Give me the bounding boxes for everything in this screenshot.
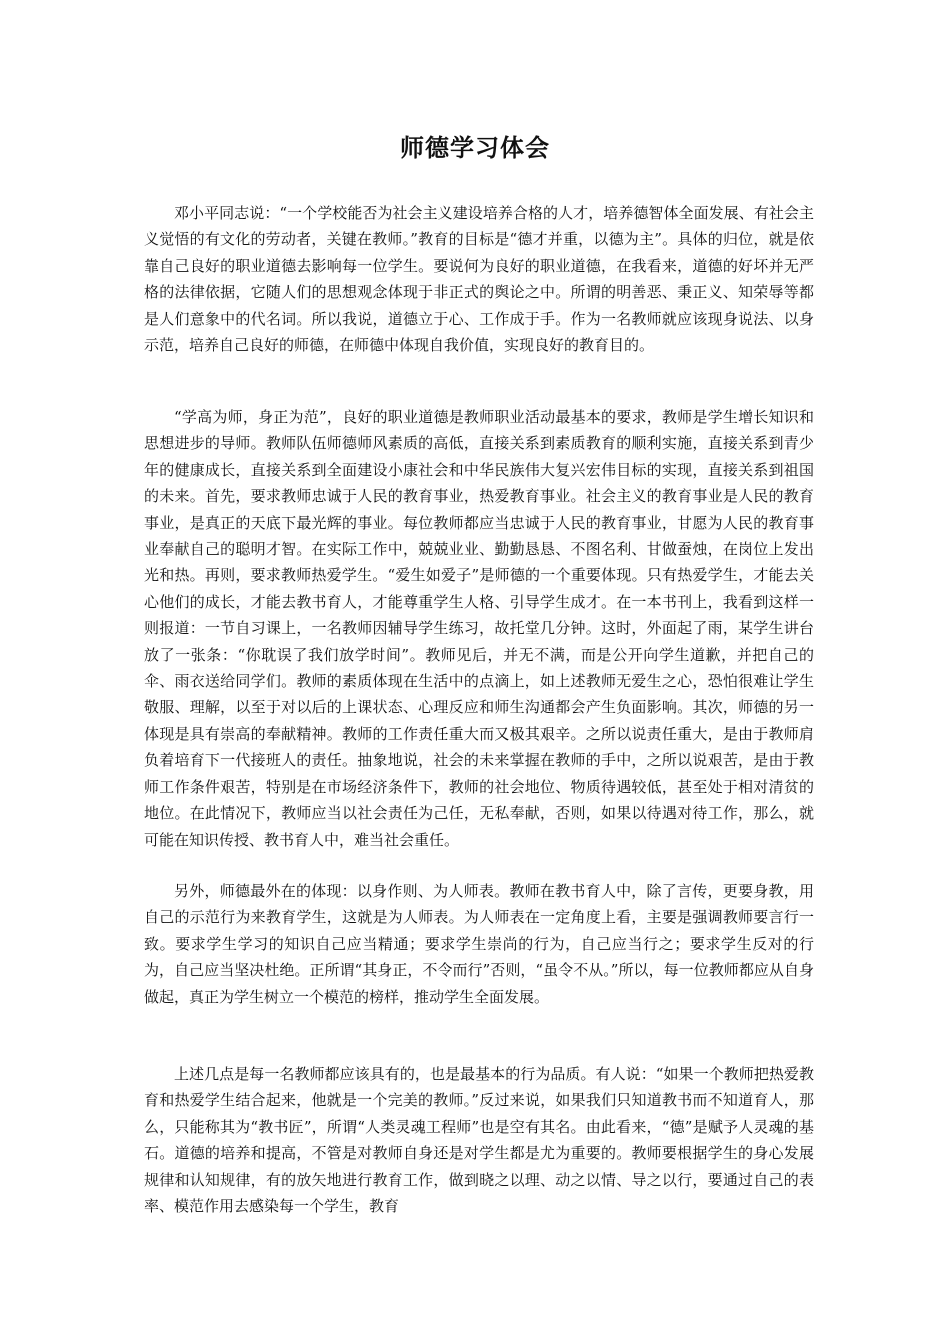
document-title: 师德学习体会 — [400, 133, 550, 162]
paragraph-2: “学高为师，身正为范”，良好的职业道德是教师职业活动最基本的要求，教师是学生增长知识和思想进步的导师。教师队伍师德师风素质的高低，直接关系到素质教育的顺利实施，直接关系到青少年的健康成长，直接关系到全面建设小康社会和中华民族伟大复兴宏伟目标的实现，直接关系到祖国的未来。首先，要求教师忠诚于人民的教育事业，热爱教育事业。社会主义的教育事业是人民的教育事业，是真正的天底下最光辉的事业。每位教师都应当忠诚于人民的教育事业，甘愿为人民的教育事业奉献自己的聪明才智。在实际工作中，兢兢业业、勤勤恳恳、不图名利、甘做蚕烛，在岗位上发出光和热。再则，要求教师热爱学生。“爱生如爱子”是师德的一个重要体现。只有热爱学生，才能去关心他们的成长，才能去教书育人，才能尊重学生人格、引导学生成才。在一本书刊上，我看到这样一则报道：一节自习课上，一名教师因辅导学生练习，故托堂几分钟。这时，外面起了雨，某学生讲台放了一张条：“你耽误了我们放学时间”。教师见后，并无不满，而是公开向学生道歉，并把自己的伞、雨衣送给同学们。教师的素质体现在生活中的点滴上，如上述教师无爱生之心，恐怕很难让学生敬服、理解，以至于对以后的上课状态、心理反应和师生沟通都会产生负面影响。其次，师德的另一体现是具有崇高的奉献精神。教师的工作责任重大而又极其艰辛。之所以说责任重大，是由于教师肩负着培育下一代接班人的责任。抽象地说，社会的未来掌握在教师的手中，之所以说艰苦，是由于教师工作条件艰苦，特别是在市场经济条件下，教师的社会地位、物质待遇较低，甚至处于相对清贫的地位。在此情况下，教师应当以社会责任为己任，无私奉献，否则，如果以待遇对待工作，那么，就可能在知识传授、教书育人中，难当社会重任。 — [144, 408, 814, 849]
paragraph-4: 上述几点是每一名教师都应该具有的，也是最基本的行为品质。有人说：“如果一个教师把热爱教育和热爱学生结合起来，他就是一个完美的教师。”反过来说，如果我们只知道教书而不知道育人，那么，只能称其为“教书匠”，所谓“人类灵魂工程师”也是空有其名。由此看来，“德”是赋予人灵魂的基石。道德的培养和提高，不管是对教师自身还是对学生都是尤为重要的。教师要根据学生的身心发展规律和认知规律，有的放矢地进行教育工作，做到晓之以理、动之以情、导之以行，要通过自己的表率、模范作用去感染每一个学生，教育 — [144, 1065, 814, 1216]
paragraph-1: 邓小平同志说：“一个学校能否为社会主义建设培养合格的人才，培养德智体全面发展、有社会主义觉悟的有文化的劳动者，关键在教师。”教育的目标是“德才并重，以德为主”。具体的归位，就是依靠自己良好的职业道德去影响每一位学生。要说何为良好的职业道德，在我看来，道德的好坏并无严格的法律依据，它随人们的思想观念体现于非正式的舆论之中。所谓的明善恶、秉正义、知荣辱等都是人们意象中的代名词。所以我说，道德立于心、工作成于手。作为一名教师就应该现身说法、以身示范，培养自己良好的师德，在师德中体现自我价值，实现良好的教育目的。 — [144, 204, 814, 355]
paragraph-3: 另外，师德最外在的体现：以身作则、为人师表。教师在教书育人中，除了言传，更要身教，用自己的示范行为来教育学生，这就是为人师表。为人师表在一定角度上看，主要是强调教师要言行一致。要求学生学习的知识自己应当精通；要求学生崇尚的行为，自己应当行之；要求学生反对的行为，自己应当坚决杜绝。正所谓“其身正，不令而行”否则，“虽令不从。”所以，每一位教师都应从自身做起，真正为学生树立一个模范的榜样，推动学生全面发展。 — [144, 882, 814, 1006]
